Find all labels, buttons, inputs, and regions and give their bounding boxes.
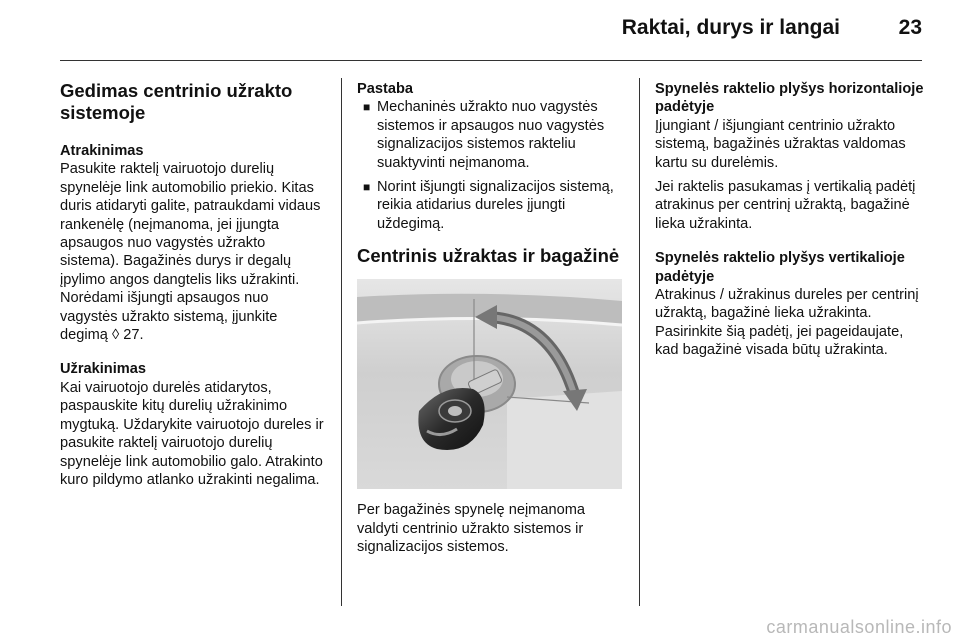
left-column — [60, 80, 325, 489]
horizontal-paragraph-2: Jei raktelis pasukamas į vertikalią padėtį atrakinus per centrinį užraktą, bagažinė lieka užrakinta. — [655, 179, 916, 232]
subheading-locking: Užrakinimas — [60, 361, 146, 378]
note-bullet-item: ■ Norint išjungti signalizacijos sistemą, reikia atidarius dureles įjungti uždegimą. — [363, 179, 614, 232]
unlocking-paragraph — [60, 160, 325, 344]
cross-reference-page: 27. — [123, 327, 144, 344]
right-column — [655, 80, 930, 360]
vertical-paragraph: Atrakinus / užrakinus dureles per centrinį užraktą, bagažinė lieka užrakinta. Pasirinkite šią padėtį, jei pageidaujate, kad bagažinė visada būtų užrakinta. — [655, 287, 919, 359]
figure-caption: Per bagažinės spynelę neįmanoma valdyti centrinio užrakto sistemos ir signalizacijos sistemos. — [357, 502, 585, 556]
header-divider — [60, 60, 922, 61]
bullet-square-icon: ■ — [363, 180, 371, 195]
watermark-text: carmanualsonline.info — [766, 617, 952, 637]
middle-column — [357, 80, 623, 556]
column-divider-right — [639, 78, 640, 606]
page-header-title: Raktai, durys ir langai — [621, 16, 840, 39]
note-title: Pastaba — [357, 81, 413, 97]
column-divider-left — [341, 78, 342, 606]
page-number: 23 — [898, 16, 922, 39]
section-heading-central-lock-failure: Gedimas centrinio užrakto sistemoje — [60, 80, 293, 123]
trunk-lock-key-illustration — [357, 279, 622, 489]
note-bullet-item: ■ Mechaninės užrakto nuo vagystės sistemos ir apsaugos nuo vagystės signalizacijos sistemos rakteliu suaktyvinti neįmanoma. — [363, 99, 605, 171]
bullet-square-icon: ■ — [363, 100, 371, 115]
unlocking-text: Pasukite raktelį vairuotojo durelių spynelėje link automobilio priekio. Kitas duris atidaryti galite, patraukdami vidaus rankenėlę (neįmanoma, jei įjungta apsaugos nuo vagystės užrakto sistema). Bagažinės durys ir degalų įpylimo angos dangtelis liks užrakinti. Norėdami išjungti apsaugos nuo vagystės užrakto sistemą, įjunkite degimą — [60, 161, 321, 344]
subheading-unlocking: Atrakinimas — [60, 143, 144, 159]
locking-paragraph: Kai vairuotojo durelės atidarytos, paspauskite kitų durelių užrakinimo mygtuką. Uždarykite vairuotojo dureles ir pasukite raktelį vairuotojo durelių spynelėje link automobilio galo. Atrakinto kuro pildymo atlanko užrakinti negalima. — [60, 379, 324, 488]
horizontal-paragraph-1: Įjungiant / išjungiant centrinio užrakto sistemą, bagažinės užraktas valdomas kartu su durelėmis. — [655, 117, 906, 171]
subheading-horizontal-position: Spynelės raktelio plyšys horizontalioje padėtyje — [655, 81, 924, 116]
cross-reference-icon: ◊ — [111, 327, 120, 344]
subheading-vertical-position: Spynelės raktelio plyšys vertikalioje padėtyje — [655, 250, 905, 285]
section-heading-central-lock-trunk: Centrinis užraktas ir bagažinė — [357, 245, 620, 267]
